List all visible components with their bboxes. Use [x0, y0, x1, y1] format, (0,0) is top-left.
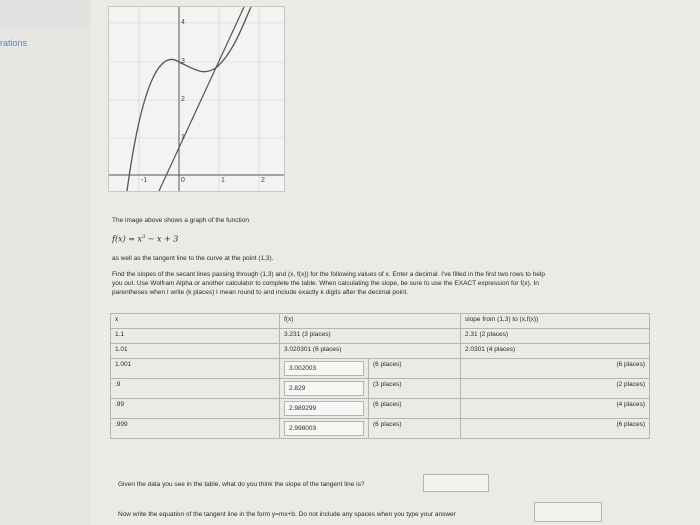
tangent-slope-question: Given the data you see in the table, what do you think the slope of the tangent line is? — [118, 481, 365, 488]
slope-places-note: (4 places) — [616, 401, 645, 408]
tangent-note: as well as the tangent line to the curve at the point (1,3). — [112, 255, 274, 262]
cell-x: .9 — [111, 379, 280, 399]
fx-answer-cell — [280, 399, 369, 419]
x-tick-label: 1 — [221, 177, 225, 184]
sidebar-nav-label[interactable]: rations — [0, 38, 28, 48]
cell-x: .999 — [111, 419, 280, 439]
cell-x: 1.001 — [111, 359, 280, 379]
function-graph — [108, 6, 285, 192]
fx-places-note: (6 places) — [369, 359, 461, 379]
header-slope: slope from (1,3) to (x,f(x)) — [461, 314, 650, 329]
cell-x: .99 — [111, 399, 280, 419]
table-row — [111, 344, 650, 359]
formula-lhs: f(x) = x — [112, 234, 143, 244]
formula-rhs: − x + 3 — [145, 234, 179, 244]
slope-answer-cell[interactable] — [461, 419, 650, 439]
slope-places-note: (2 places) — [616, 381, 645, 388]
tangent-slope-input[interactable] — [423, 474, 489, 492]
slope-answer-cell[interactable] — [461, 399, 650, 419]
fx-answer-input[interactable]: 2.998003 — [284, 421, 364, 436]
x-tick-label: 0 — [181, 177, 185, 184]
slope-places-note: (6 places) — [616, 421, 645, 428]
fx-answer-input[interactable]: 2.829 — [284, 381, 364, 396]
cell-x: 1.1 — [111, 329, 280, 344]
fx-places-note: (6 places) — [369, 419, 461, 439]
cell-fx: 3.020301 (6 places) — [280, 344, 461, 359]
secant-slope-table — [110, 313, 650, 439]
fx-answer-input[interactable]: 3.002003 — [284, 361, 364, 376]
x-tick-label: 2 — [261, 177, 265, 184]
fx-places-note: (3 places) — [369, 379, 461, 399]
y-tick-label: 1 — [181, 134, 185, 141]
instructions-line: parentheses when I write (k places) I mean round to and include exactly k digits after the decimal point. — [112, 289, 409, 296]
table-row — [111, 419, 650, 439]
cell-x: 1.01 — [111, 344, 280, 359]
table-header-row — [111, 314, 650, 329]
cell-slope: 2.31 (2 places) — [461, 329, 650, 344]
formula-exponent: 3 — [142, 234, 146, 240]
table-row — [111, 359, 650, 379]
header-x: x — [111, 314, 280, 329]
fx-answer-cell — [280, 419, 369, 439]
slope-answer-cell[interactable] — [461, 359, 650, 379]
slope-places-note: (6 places) — [616, 361, 645, 368]
y-tick-label: 3 — [181, 58, 185, 65]
instructions-line: Find the slopes of the secant lines passing through (1,3) and (x, f(x)) for the following values of x. Enter a decimal. I've filled in the first two rows to help — [112, 271, 545, 278]
table-row — [111, 379, 650, 399]
header-fx: f(x) — [280, 314, 461, 329]
slope-answer-cell[interactable] — [461, 379, 650, 399]
y-tick-label: 2 — [181, 96, 185, 103]
tangent-equation-input[interactable] — [534, 502, 602, 522]
cell-fx: 3.231 (3 places) — [280, 329, 461, 344]
cell-slope: 2.0301 (4 places) — [461, 344, 650, 359]
table-row — [111, 399, 650, 419]
tangent-equation-question: Now write the equation of the tangent line in the form y=mx+b. Do not include any spaces when you type your answer — [118, 511, 456, 518]
instructions-line: you out. Use Wolfram Alpha or another calculator to complete the table. When calculating the slope, be sure to use the EXACT expression for f(x). In — [112, 280, 539, 287]
fx-answer-cell — [280, 379, 369, 399]
y-tick-label: 4 — [181, 19, 185, 26]
fx-answer-input[interactable]: 2.989299 — [284, 401, 364, 416]
intro-line: The image above shows a graph of the function — [112, 217, 249, 224]
x-tick-label: -1 — [141, 177, 148, 184]
fx-places-note: (6 places) — [369, 399, 461, 419]
fx-answer-cell — [280, 359, 369, 379]
function-formula — [112, 234, 178, 244]
table-row — [111, 329, 650, 344]
